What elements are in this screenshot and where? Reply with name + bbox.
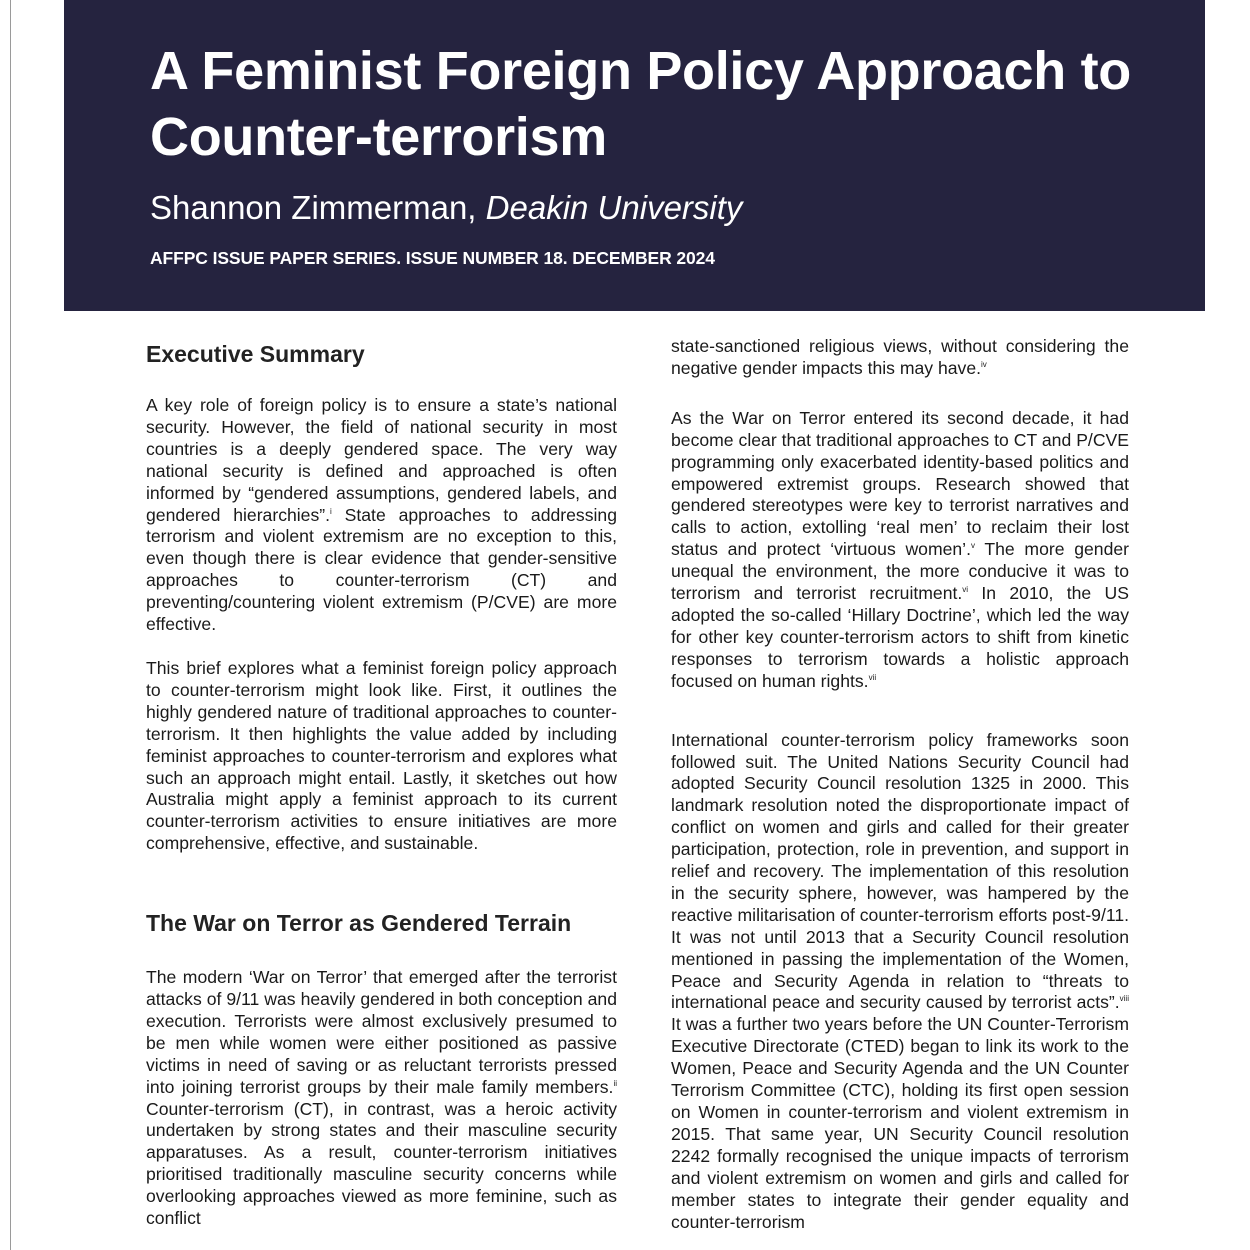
author-name: Shannon Zimmerman, xyxy=(150,189,477,226)
footnote-ref-iv: iv xyxy=(981,360,987,370)
war-paragraph-2-text-c: In 2010, the US adopted the so-called ‘Hillary Doctrine’, which led the way for other key counter-terrorism actors to shift from kinetic responses to terrorism towards a holistic approach focused on human rights. xyxy=(671,583,1129,691)
war-paragraph-3-text-a: International counter-terrorism policy frameworks soon followed suit. The United Nations Security Council had adopted Security Council resolution 1325 in 2000. This landmark resolution noted the disproportionate impact of conflict on women and girls and called for their greater participation, protection, role in prevention, and support in relief and recovery. The implementation of this resolution in the security sphere, however, was hampered by the reactive militarisation of counter-terrorism efforts post-9/11. It was not until 2013 that a Security Council resolution mentioned in passing the implementation of the Women, Peace and Security Agenda in relation to “threats to international peace and security caused by terrorist acts”. xyxy=(671,729,1129,1013)
summary-paragraph-1-text-b: State approaches to addressing terrorism and violent extremism are no exception to this, even though there is clear evidence that gender-sensitive approaches to counter-terrorism (CT) and preventing/countering violent extremism (P/CVE) are more effective. xyxy=(146,504,617,635)
footnote-ref-i: i xyxy=(330,506,332,516)
author-line xyxy=(150,186,742,230)
war-paragraph-2-text-b: The more gender unequal the environment, the more conducive it was to terrorism and terrorist recruitment. xyxy=(671,539,1129,604)
war-paragraph-3 xyxy=(671,730,1129,1234)
summary-paragraph-1 xyxy=(146,395,617,636)
continued-paragraph xyxy=(671,336,1129,380)
left-column xyxy=(146,339,617,1230)
author-affiliation: Deakin University xyxy=(485,189,743,226)
war-paragraph-2 xyxy=(671,408,1129,693)
war-paragraph-1-text-a: The modern ‘War on Terror’ that emerged after the terrorist attacks of 9/11 was heavily gendered in both conception and execution. Terrorists were almost exclusively presumed to be men while women were either positioned as passive victims in need of saving or as reluctant terrorists pressed into joining terrorist groups by their male family members. xyxy=(146,967,617,1097)
right-column xyxy=(671,336,1129,1233)
series-info: AFFPC ISSUE PAPER SERIES. ISSUE NUMBER 18. DECEMBER 2024 xyxy=(150,248,715,268)
section-heading-executive-summary: Executive Summary xyxy=(146,341,365,367)
war-paragraph-1 xyxy=(146,967,617,1230)
war-paragraph-2-text-a: As the War on Terror entered its second decade, it had become clear that traditional approaches to CT and P/CVE programming only exacerbated identity-based politics and empowered extremist groups. Research showed that gendered stereotypes were key to terrorist narratives and calls to action, extolling ‘real men’ to reclaim their lost status and protect ‘virtuous women’. xyxy=(671,407,1129,560)
war-paragraph-1-text-b: Counter-terrorism (CT), in contrast, was a heroic activity undertaken by strong states and their masculine security apparatuses. As a result, counter-terrorism initiatives prioritised traditionally masculine security concerns while overlooking approaches viewed as more feminine, such as conflict xyxy=(146,1098,617,1229)
continued-paragraph-text: state-sanctioned religious views, without considering the negative gender impacts this may have. xyxy=(671,336,1129,378)
section-heading-war-on-terror: The War on Terror as Gendered Terrain xyxy=(146,910,572,937)
page-edge-line xyxy=(10,0,11,1250)
footnote-ref-vii: vii xyxy=(868,672,877,682)
footnote-ref-ii: ii xyxy=(613,1078,617,1088)
paper-title: A Feminist Foreign Policy Approach to Counter-terrorism xyxy=(150,41,1131,167)
war-paragraph-3-text-b: It was a further two years before the UN Counter-Terrorism Executive Directorate (CTED) began to link its work to the Women, Peace and Security Agenda and the UN Counter Terrorism Committee (CTC), holding its first open session on Women in counter-terrorism and violent extremism in 2015. That same year, UN Security Council resolution 2242 formally recognised the unique impacts of terrorism and violent extremism on women and girls and called for member states to integrate their gender equality and counter-terrorism xyxy=(671,1014,1129,1232)
footnote-ref-vi: vi xyxy=(962,585,969,595)
footnote-ref-v: v xyxy=(970,541,975,551)
footnote-ref-viii: viii xyxy=(1119,994,1129,1004)
summary-paragraph-1-text-a: A key role of foreign policy is to ensure a state’s national security. However, the field of national security in most countries is a deeply gendered space. The very way national security is defined and approached is often informed by “gendered assumptions, gendered labels, and gendered hierarchies”. xyxy=(146,395,617,525)
summary-paragraph-2: This brief explores what a feminist foreign policy approach to counter-terrorism might look like. First, it outlines the highly gendered nature of traditional approaches to counter-terrorism. It then highlights the value added by including feminist approaches to counter-terrorism and explores what such an approach might entail. Lastly, it sketches out how Australia might apply a feminist approach to its current counter-terrorism activities to ensure initiatives are more comprehensive, effective, and sustainable. xyxy=(146,657,617,854)
